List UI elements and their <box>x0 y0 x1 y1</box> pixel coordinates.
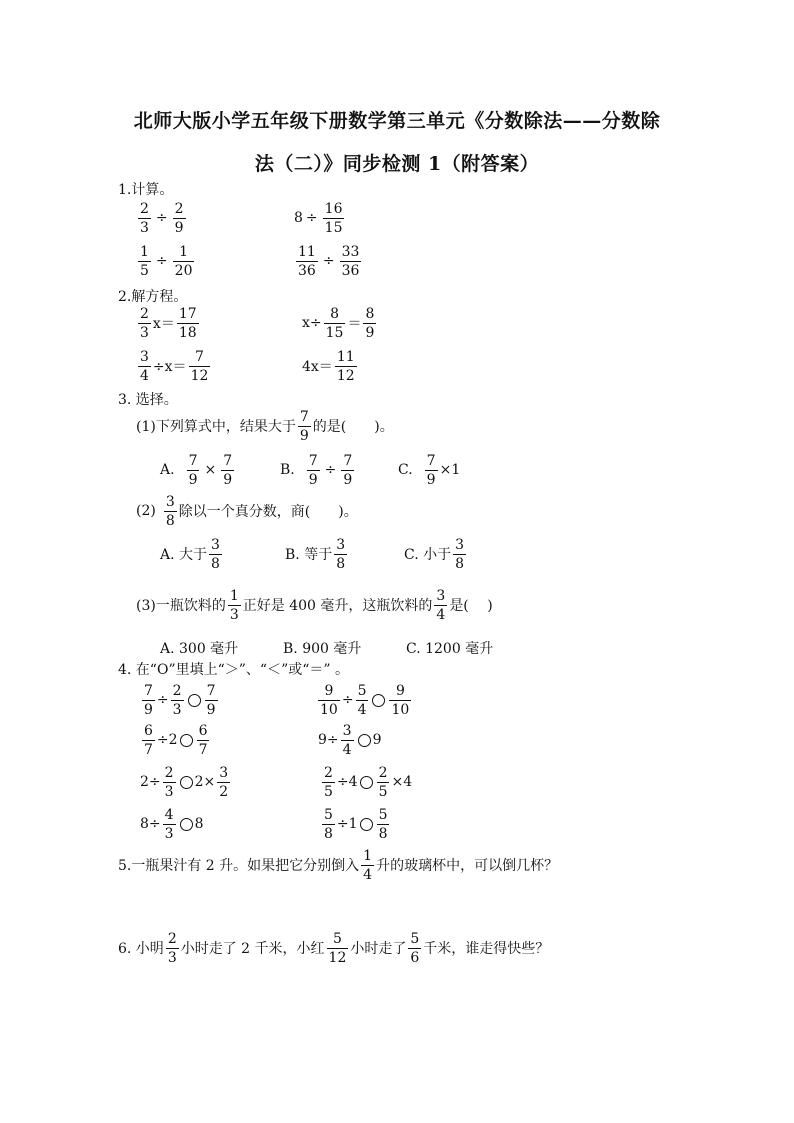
fraction: 5 12 <box>328 930 347 966</box>
q3-sub3-option-b: B. 900 毫升 <box>283 641 362 657</box>
fraction: 7 9 <box>299 408 309 444</box>
q3-sub2-question: (2) 3 8 除以一个真分数，商( )。 <box>136 493 358 529</box>
q3-sub2-option-b: B. 等于 3 8 <box>285 536 346 572</box>
comparison-circle[interactable] <box>360 776 373 789</box>
q2-item-1: 2 3 x＝ 17 18 <box>140 305 197 341</box>
q3-sub1-question: (1)下列算式中，结果大于 7 9 的是( )。 <box>136 408 394 444</box>
q3-sub1-option-c: C. $\frac{7}{9}$ ×1 <box>398 452 461 488</box>
q2-heading: 2.解方程。 <box>118 289 188 305</box>
fraction: 3 8 <box>455 536 465 572</box>
q3-sub1-option-b: B. $\frac{7}{9}$ ÷ $\frac{7}{9}$ <box>280 452 353 488</box>
comparison-circle[interactable] <box>180 818 193 831</box>
comparison-circle[interactable] <box>180 776 193 789</box>
q5-question: 5.一瓶果汁有 2 升。如果把它分别倒入 1 4 升的玻璃杯中，可以倒几杯？ <box>118 847 559 883</box>
fraction: $\frac{1}{5}$ <box>140 243 149 279</box>
fraction: $\frac{2}{9}$ <box>174 200 184 236</box>
fraction: $\frac{1}{20}$ <box>174 243 193 279</box>
fraction: $\frac{7}{9}$ <box>426 452 436 488</box>
q1-item-3: $\frac{1}{5}$ ÷ $\frac{1}{20}$ <box>140 243 193 279</box>
fraction: $\frac{9}{10}$ <box>320 682 338 718</box>
fraction: $\frac{2}{5}$ <box>378 764 388 800</box>
fraction: $\frac{2}{3}$ <box>140 200 149 236</box>
fraction: 2 3 <box>140 305 149 341</box>
fraction: 5 8 <box>378 806 388 842</box>
q6-question: 6. 小明 2 3 小时走了 2 千米，小红 5 12 小时走了 5 6 千米，谁走得快些？ <box>118 930 550 966</box>
title-line-2: 法（二）》同步检测 1（附答案） <box>254 153 540 175</box>
q4-row2-left: $\frac{6}{7}$ ÷2 6 7 <box>144 722 208 758</box>
fraction: 8 9 <box>365 305 375 341</box>
comparison-circle[interactable] <box>188 694 201 707</box>
q4-row4-right: $\frac{5}{8}$ ÷1 5 8 <box>324 806 388 842</box>
fraction: 3 8 <box>211 536 220 572</box>
q4-row1-left: $\frac{7}{9}$ ÷ $\frac{2}{3}$ 7 9 <box>144 682 216 718</box>
comparison-circle[interactable] <box>360 818 373 831</box>
fraction: 9 10 <box>391 682 410 718</box>
fraction: $\frac{7}{9}$ <box>343 452 353 488</box>
q2-item-2: x÷ $\frac{8}{15}$ ＝ 8 9 <box>302 305 375 341</box>
fraction: $\frac{3}{2}$ <box>219 764 229 800</box>
fraction: $\frac{8}{15}$ <box>325 305 344 341</box>
title-line-1: 北师大版小学五年级下册数学第三单元《分数除法——分数除 <box>133 110 661 132</box>
fraction: 6 7 <box>198 722 208 758</box>
comparison-circle[interactable] <box>358 734 371 747</box>
q1-item-4: $\frac{11}{36}$ ÷ $\frac{33}{36}$ <box>298 243 360 279</box>
fraction: 17 18 <box>178 305 197 341</box>
fraction: $\frac{5}{8}$ <box>324 806 333 842</box>
fraction: $\frac{7}{9}$ <box>188 452 198 488</box>
fraction: $\frac{2}{5}$ <box>324 764 333 800</box>
q4-row3-right: $\frac{2}{5}$ ÷4 $\frac{2}{5}$ ×4 <box>324 764 413 800</box>
q1-item-2: 8 ÷ $\frac{16}{15}$ <box>294 200 343 236</box>
fraction: 3 8 <box>336 536 346 572</box>
fraction: $\frac{5}{4}$ <box>357 682 367 718</box>
q2-item-4: 4x＝ 11 12 <box>302 348 355 384</box>
fraction: $\frac{33}{36}$ <box>341 243 360 279</box>
fraction: $\frac{3}{4}$ <box>140 348 149 384</box>
comparison-circle[interactable] <box>180 734 193 747</box>
fraction: $\frac{2}{3}$ <box>172 682 182 718</box>
q2-item-3: $\frac{3}{4}$ ÷x＝ 7 12 <box>140 348 209 384</box>
fraction: 11 12 <box>336 348 355 384</box>
q3-sub2-option-a: A. 大于 3 8 <box>160 536 220 572</box>
fraction: 3 8 <box>165 493 175 529</box>
fraction: 1 4 <box>363 847 373 883</box>
fraction: $\frac{7}{9}$ <box>223 452 233 488</box>
q4-row1-right: $\frac{9}{10}$ ÷ $\frac{5}{4}$ 9 10 <box>320 682 410 718</box>
fraction: $\frac{6}{7}$ <box>144 722 153 758</box>
fraction: 3 4 <box>436 587 446 623</box>
fraction: 7 12 <box>190 348 209 384</box>
q3-sub2-option-c: C. 小于 3 8 <box>404 536 465 572</box>
q1-heading: 1.计算。 <box>118 182 174 198</box>
fraction: $\frac{11}{36}$ <box>298 243 316 279</box>
q3-heading: 3. 选择。 <box>118 392 178 408</box>
q4-heading: 4. 在“O”里填上“＞”、“＜”或“＝” 。 <box>118 662 349 678</box>
q3-sub3-option-a: A. 300 毫升 <box>160 641 239 657</box>
fraction: $\frac{4}{3}$ <box>164 806 174 842</box>
comparison-circle[interactable] <box>372 694 385 707</box>
q4-row2-right: 9÷ $\frac{3}{4}$ 9 <box>318 722 382 758</box>
q4-row3-left: 2÷ $\frac{2}{3}$ 2× $\frac{3}{2}$ <box>140 764 229 800</box>
fraction: $\frac{16}{15}$ <box>324 200 343 236</box>
q3-sub3-option-c: C. 1200 毫升 <box>406 641 494 657</box>
fraction: $\frac{3}{4}$ <box>342 722 352 758</box>
fraction: 5 6 <box>410 930 420 966</box>
q3-sub3-question: (3)一瓶饮料的 1 3 正好是 400 毫升，这瓶饮料的 3 4 是( ) <box>136 587 493 623</box>
fraction: 2 3 <box>167 930 177 966</box>
q3-sub1-option-a: A. $\frac{7}{9}$ × $\frac{7}{9}$ <box>160 452 233 488</box>
fraction: $\frac{2}{3}$ <box>164 764 174 800</box>
q4-row4-left: 8÷ $\frac{4}{3}$ 8 <box>140 806 204 842</box>
fraction: 1 3 <box>229 587 239 623</box>
fraction: $\frac{7}{9}$ <box>308 452 318 488</box>
fraction: $\frac{7}{9}$ <box>144 682 153 718</box>
fraction: 7 9 <box>206 682 216 718</box>
q1-item-1: $\frac{2}{3}$ ÷ $\frac{2}{9}$ <box>140 200 184 236</box>
